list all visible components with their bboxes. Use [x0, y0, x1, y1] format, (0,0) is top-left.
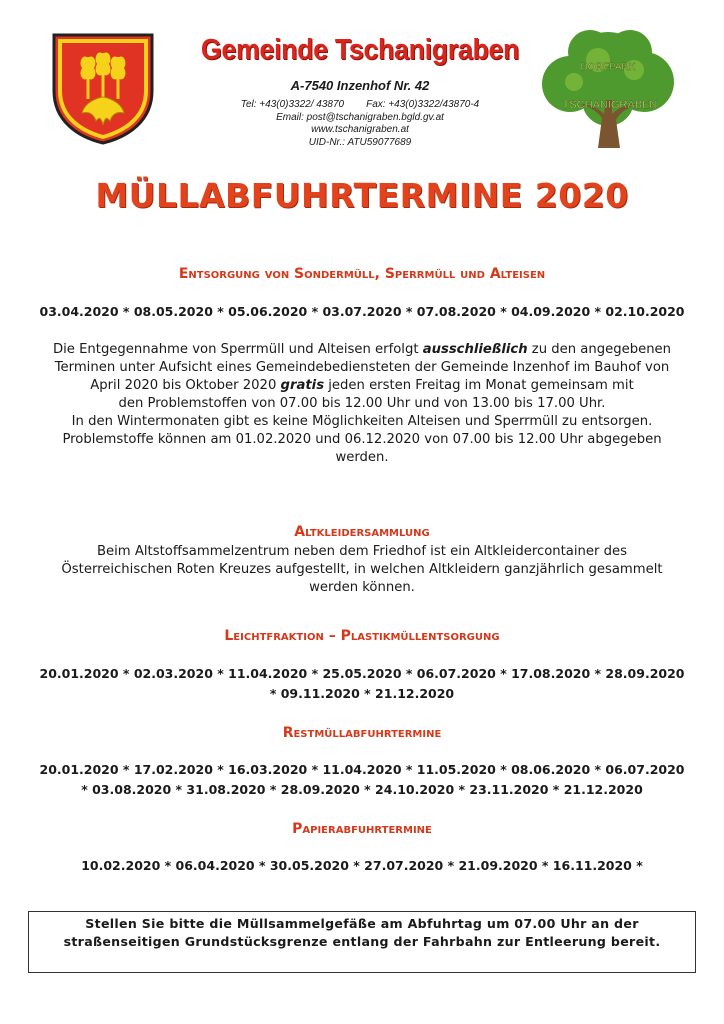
text-part: zu den angegebenen Terminen unter Aufsicht eines Gemeindebediensteten der Gemeinde Inzenhof im Bauhof von April 2020 bis Oktober 2020: [54, 342, 672, 393]
notice-box: Stellen Sie bitte die Müllsammelgefäße am Abfuhrtag um 07.00 Uhr an der straßenseitigen Grundstücksgrenze entlang der Fahrbahn zur Entleerung bereit.: [28, 911, 696, 973]
contact-block: [160, 99, 560, 149]
logo-text-top: DORFPARK: [580, 62, 636, 73]
paragraph-sondermuell: [40, 341, 684, 467]
dates-line: * 09.11.2020 * 21.12.2020: [269, 686, 455, 701]
dates-sondermuell: 03.04.2020 * 08.05.2020 * 05.06.2020 * 03.07.2020 * 07.08.2020 * 04.09.2020 * 02.10.2020: [39, 304, 685, 319]
heading-sondermuell: Entsorgung von Sondermüll, Sperrmüll und Alteisen: [178, 266, 546, 282]
dates-line: 20.01.2020 * 17.02.2020 * 16.03.2020 * 11.04.2020 * 11.05.2020 * 08.06.2020 * 06.07.2020: [39, 762, 685, 777]
paragraph-altkleider: Beim Altstoffsammelzentrum neben dem Friedhof ist ein Altkleidercontainer des Österreichischen Roten Kreuzes aufgestellt, in welchen Altkleidern ganzjährlich gesammelt werden können.: [61, 544, 663, 595]
uid-number: UID-Nr.: ATU59077689: [308, 136, 412, 148]
heading-restmuell: Restmüllabfuhrtermine: [282, 725, 442, 741]
phone: Tel: +43(0)3322/ 43870: [240, 99, 345, 110]
text-part: In den Wintermonaten gibt es keine Möglichkeiten Alteisen und Sperrmüll zu entsorgen. Problemstoffe können am 01.02.2020 und 06.12.2020 von 07.00 bis 12.00 Uhr abgegeben werden.: [62, 414, 662, 465]
organization-name: Gemeinde Tschanigraben: [200, 34, 520, 66]
dates-papier: 10.02.2020 * 06.04.2020 * 30.05.2020 * 27.07.2020 * 21.09.2020 * 16.11.2020 *: [81, 858, 643, 873]
address: A-7540 Inzenhof Nr. 42: [290, 78, 430, 93]
logo-text-bottom: TSCHANIGRABEN: [562, 99, 658, 111]
letterhead: [0, 0, 724, 160]
heading-altkleider: Altkleidersammlung: [294, 524, 430, 540]
heading-leichtfraktion: Leichtfraktion – Plastikmüllentsorgung: [224, 628, 500, 644]
text-part: Die Entgegennahme von Sperrmüll und Alteisen erfolgt: [52, 342, 423, 357]
page-title: MÜLLABFUHRTERMINE 2020: [95, 176, 629, 215]
text-emphasis: gratis: [280, 378, 325, 393]
text-emphasis: ausschließlich: [422, 342, 528, 357]
dates-line: * 03.08.2020 * 31.08.2020 * 28.09.2020 * 24.10.2020 * 23.11.2020 * 21.12.2020: [81, 782, 643, 797]
email: Email: post@tschanigraben.bgld.gv.at: [276, 111, 444, 123]
dates-line: 20.01.2020 * 02.03.2020 * 11.04.2020 * 25.05.2020 * 06.07.2020 * 17.08.2020 * 28.09.2020: [39, 666, 685, 681]
text-part: den Problemstoffen von 07.00 bis 12.00 Uhr und von 13.00 bis 17.00 Uhr.: [118, 396, 606, 411]
coat-of-arms-icon: [52, 33, 154, 145]
text-part: jeden ersten Freitag im Monat gemeinsam mit: [324, 378, 634, 393]
heading-papier: Papierabfuhrtermine: [292, 821, 432, 837]
website: www.tschanigraben.at: [311, 124, 409, 135]
dorfpark-tree-logo: [538, 30, 676, 148]
fax: Fax: +43(0)3322/43870-4: [366, 99, 480, 110]
dates-restmuell: [20, 760, 704, 800]
dates-leichtfraktion: [20, 664, 704, 704]
